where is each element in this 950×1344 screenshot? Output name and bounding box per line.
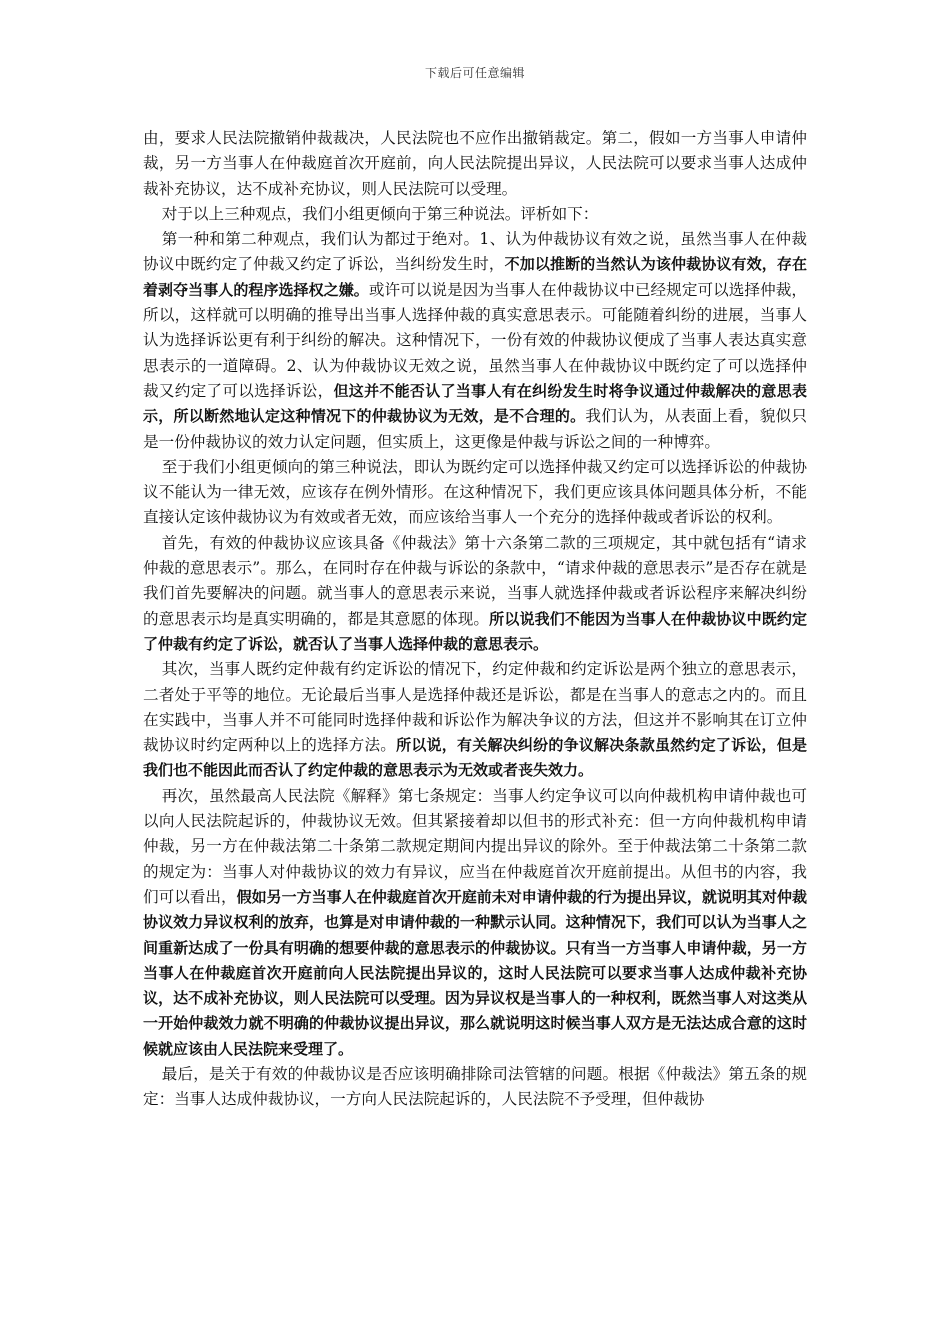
text-run: 对于以上三种观点，我们小组更倾向于第三种说法。评析如下： <box>161 204 599 223</box>
paragraph <box>143 1062 807 1113</box>
bold-text-run: 但这并不能否认了当事人有在纠纷发生时将争议通过仲裁解决的意思表示，所以断然地认定这种情况下的仲裁协议为无效，是不合理的。 <box>143 381 807 426</box>
text-run: 至于我们小组更倾向的第三种说法，即认为既约定可以选择仲裁又约定可以选择诉讼的仲裁协议不能认为一律无效，应该存在例外情形。在这种情况下，我们更应该具体问题具体分析，不能直接认定该仲裁协议为有效或者无效，而应该给当事人一个充分的选择仲裁或者诉讼的权利。 <box>143 457 807 527</box>
paragraph <box>143 202 807 227</box>
bold-text-run: 所以说，有关解决纠纷的争议解决条款虽然约定了诉讼，但是我们也不能因此而否认了约定仲裁的意思表示为无效或者丧失效力。 <box>143 736 807 780</box>
text-run: 或许可以说是因为当事人在仲裁协议中已经规定可以选择仲裁，所以，这样就可以明确的推导出当事人选择仲裁的真实意思表示。可能随着纠纷的进展，当事人认为选择诉讼更有利于纠纷的解决。这种情况下，一份有效的仲裁协议便成了当事人表达真实意思表示的一道障碍。2、认为仲裁协议无效之说，虽然当事人在仲裁协议中既约定了可以选择仲裁又约定了可以选择诉讼， <box>143 280 807 400</box>
text-run: 第一种和第二种观点，我们认为都过于绝对。1、认为仲裁协议有效之说，虽然当事人在仲裁协议中既约定了仲裁又约定了诉讼，当纠纷发生时， <box>143 230 807 274</box>
paragraph <box>143 455 807 531</box>
paragraph <box>143 227 807 455</box>
text-run: 最后，是关于有效的仲裁协议是否应该明确排除司法管辖的问题。根据《仲裁法》第五条的规定：当事人达成仲裁协议，一方向人民法院起诉的，人民法院不予受理，但仲裁协 <box>143 1064 807 1109</box>
bold-text-run: 所以说我们不能因为当事人在仲裁协议中既约定了仲裁有约定了诉讼，就否认了当事人选择仲裁的意思表示。 <box>143 609 807 653</box>
paragraph <box>143 126 807 202</box>
paragraph <box>143 784 807 1062</box>
text-run: 首先，有效的仲裁协议应该具备《仲裁法》第十六条第二款的三项规定，其中就包括有“请求仲裁的意思表示”。那么，在同时存在仲裁与诉讼的条款中，“请求仲裁的意思表示”是否存在就是我们首先要解决的问题。就当事人的意思表示来说，当事人就选择仲裁或者诉讼程序来解决纠纷的意思表示均是真实明确的，都是其意愿的体现。 <box>143 533 807 628</box>
bold-text-run: 不加以推断的当然认为该仲裁协议有效，存在着剥夺当事人的程序选择权之嫌。 <box>143 255 807 299</box>
text-run: 再次，虽然最高人民法院《解释》第七条规定：当事人约定争议可以向仲裁机构申请仲裁也可以向人民法院起诉的，仲裁协议无效。但其紧接着却以但书的形式补充：但一方向仲裁机构申请仲裁，另一方在仲裁法第二十条第二款规定期间内提出异议的除外。至于仲裁法第二十条第二款的规定为：当事人对仲裁协议的效力有异议，应当在仲裁庭首次开庭前提出。从但书的内容，我们可以看出， <box>143 786 807 906</box>
paragraph <box>143 657 807 783</box>
text-run: 我们认为，从表面上看，貌似只是一份仲裁协议的效力认定问题，但实质上，这更像是仲裁与诉讼之间的一种博弈。 <box>143 407 807 451</box>
document-body <box>143 126 807 1113</box>
text-run: 由，要求人民法院撤销仲裁裁决，人民法院也不应作出撤销裁定。第二，假如一方当事人申请仲裁，另一方当事人在仲裁庭首次开庭前，向人民法院提出异议，人民法院可以要求当事人达成仲裁补充协议，达不成补充协议，则人民法院可以受理。 <box>143 129 807 198</box>
paragraph <box>143 531 807 657</box>
page-header: 下载后可任意编辑 <box>424 66 525 80</box>
bold-text-run: 假如另一方当事人在仲裁庭首次开庭前未对申请仲裁的行为提出异议，就说明其对仲裁协议效力异议权利的放弃，也算是对申请仲裁的一种默示认同。这种情况下，我们可以认为当事人之间重新达成了一份具有明确的想要仲裁的意思表示的仲裁协议。只有当一方当事人申请仲裁，另一方当事人在仲裁庭首次开庭前向人民法院提出异议的，这时人民法院可以要求当事人达成仲裁补充协议，达不成补充协议，则人民法院可以受理。因为异议权是当事人的一种权利，既然当事人对这类从一开始仲裁效力就不明确的仲裁协议提出异议，那么就说明这时候当事人双方是无法达成合意的这时候就应该由人民法院来受理了。 <box>143 887 807 1058</box>
text-run: 其次，当事人既约定仲裁有约定诉讼的情况下，约定仲裁和约定诉讼是两个独立的意思表示，二者处于平等的地位。无论最后当事人是选择仲裁还是诉讼，都是在当事人的意志之内的。而且在实践中，当事人并不可能同时选择仲裁和诉讼作为解决争议的方法，但这并不影响其在订立仲裁协议时约定两种以上的选择方法。 <box>143 660 807 755</box>
